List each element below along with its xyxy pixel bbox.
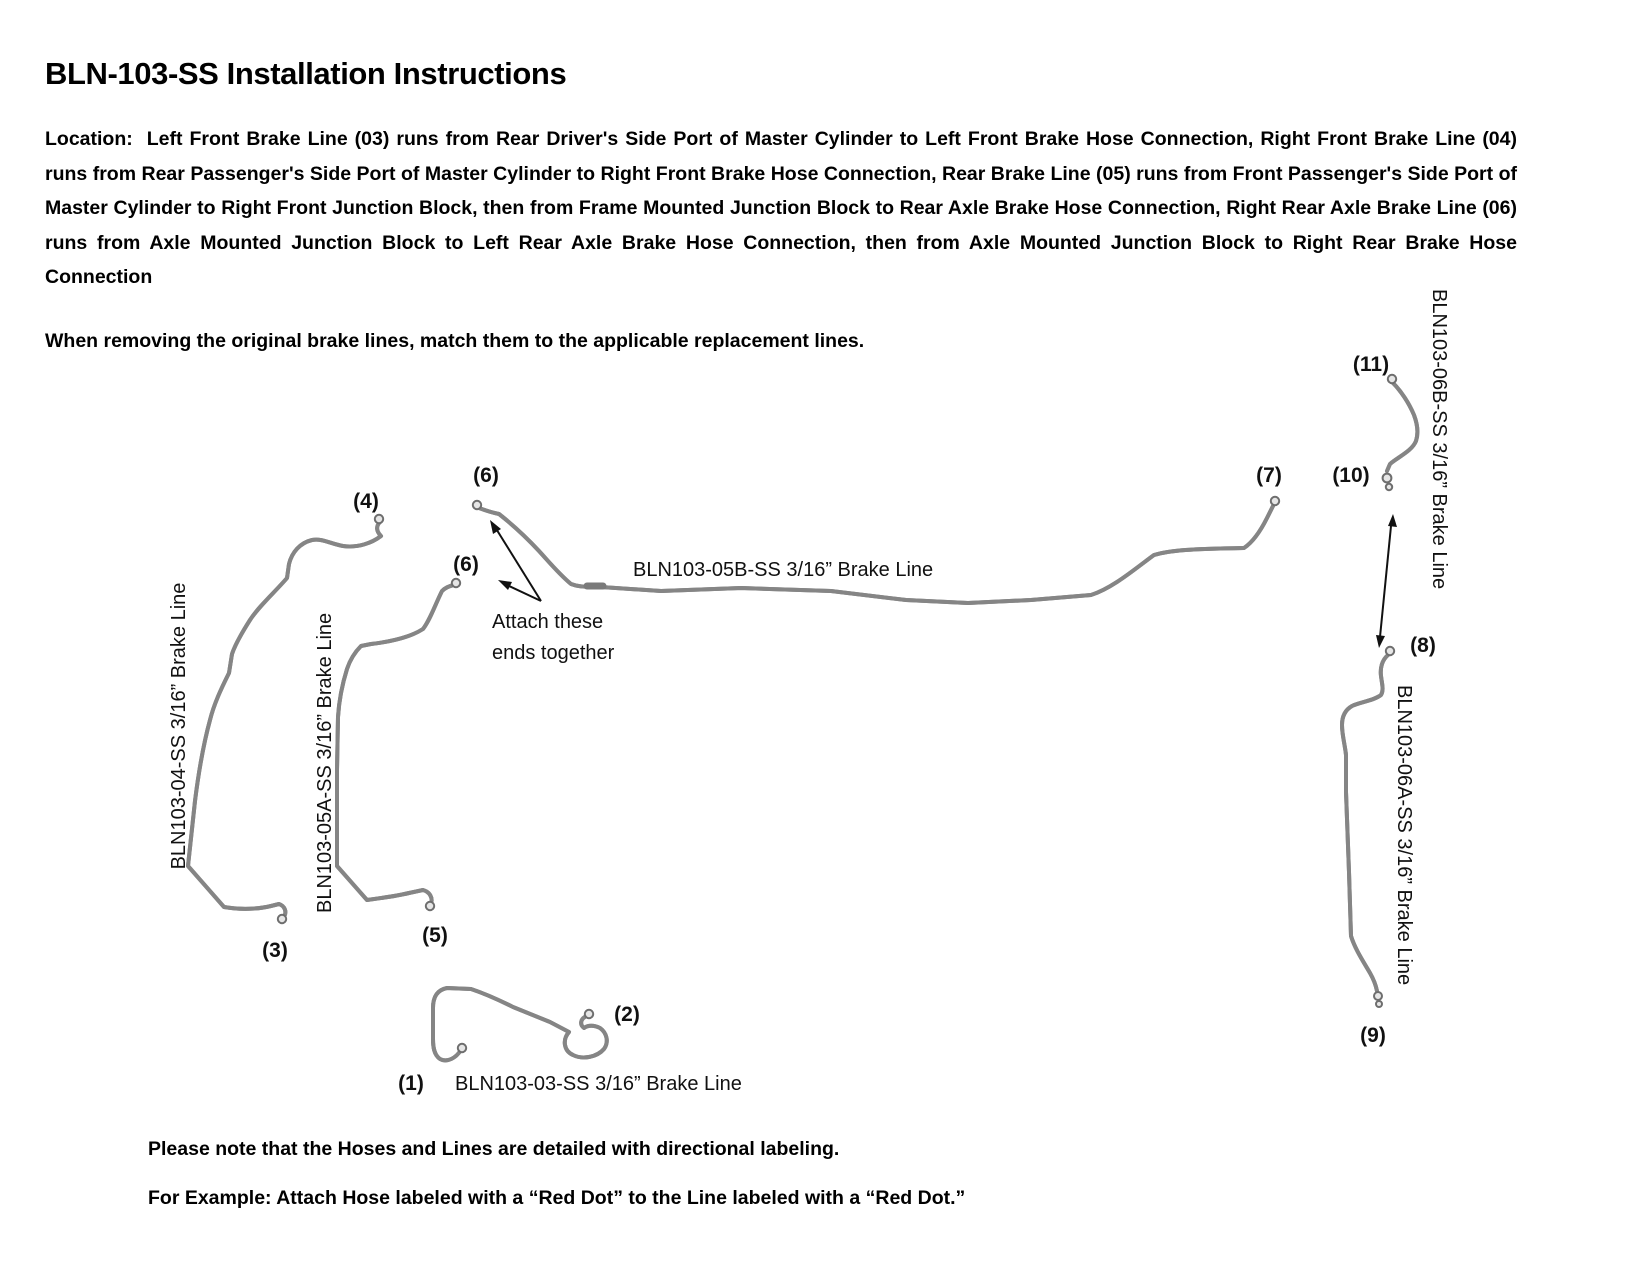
directional-labeling-note: Please note that the Hoses and Lines are detailed with directional labeling. — [148, 1138, 840, 1160]
callout-1: (1) — [398, 1072, 424, 1095]
fitting-6-upper — [473, 501, 481, 509]
double-arrow-head-bottom — [1376, 635, 1385, 648]
connect-8-10-arrow — [1376, 514, 1397, 648]
attach-arrow-lower-head — [498, 580, 512, 590]
fitting-10-collar — [1386, 484, 1392, 490]
callout-7: (7) — [1256, 464, 1282, 487]
brake-line-06a-highlight — [1342, 655, 1388, 991]
callout-6-lower: (6) — [453, 553, 479, 576]
location-paragraph: Location: Left Front Brake Line (03) runs from Rear Driver's Side Port of Master Cylinder to Left Front Brake Hose Connection, Right Front Brake Line (04) runs from Rear Passenger's Side Port of Master Cylinder to Right Front Brake Hose Connection, Rear Brake Line (05) runs from Front Passenger's Side Port of Master Cylinder to Right Front Junction Block, then from Frame Mounted Junction Block to Rear Axle Brake Hose Connection, Right Rear Axle Brake Line (06) runs from Axle Mounted Junction Block to Left Rear Axle Brake Hose Connection, then from Axle Mounted Junction Block to Right Rear Brake Hose Connection — [45, 128, 1517, 289]
brake-line-04-highlight — [188, 522, 381, 917]
fitting-10 — [1383, 474, 1392, 483]
label-bln103-06a: BLN103-06A-SS 3/16” Brake Line — [1393, 685, 1415, 986]
callout-4: (4) — [353, 490, 379, 513]
brake-line-05b-artwork — [473, 497, 1279, 603]
double-arrow-head-top — [1388, 514, 1397, 527]
fitting-6-lower — [452, 579, 460, 587]
fitting-3 — [278, 915, 286, 923]
fitting-7 — [1271, 497, 1279, 505]
callout-2: (2) — [614, 1003, 640, 1026]
brake-line-04-artwork — [188, 515, 383, 923]
brake-line-06b-highlight — [1387, 383, 1417, 471]
attach-note-line2: ends together — [492, 642, 615, 664]
example-note: For Example: Attach Hose labeled with a “Red Dot” to the Line labeled with a “Red Dot.” — [148, 1187, 966, 1209]
callout-8: (8) — [1410, 634, 1436, 657]
fitting-9 — [1374, 992, 1382, 1000]
callout-6-upper: (6) — [473, 464, 499, 487]
double-arrow-shaft — [1380, 526, 1391, 637]
brake-line-06b-artwork — [1383, 375, 1418, 490]
fitting-9-collar — [1376, 1001, 1382, 1007]
label-bln103-05a: BLN103-05A-SS 3/16” Brake Line — [314, 612, 336, 913]
callout-5: (5) — [422, 924, 448, 947]
brake-line-06a-artwork — [1342, 647, 1394, 1007]
brake-line-03-artwork — [433, 988, 607, 1060]
callout-3: (3) — [262, 939, 288, 962]
fitting-4 — [375, 515, 383, 523]
fitting-2 — [585, 1010, 593, 1018]
attach-arrow-upper-head — [490, 520, 501, 534]
callout-10: (10) — [1332, 464, 1370, 487]
label-bln103-04: BLN103-04-SS 3/16” Brake Line — [168, 582, 190, 870]
attach-arrows — [490, 520, 541, 601]
page-title: BLN-103-SS Installation Instructions — [45, 56, 567, 91]
callout-9: (9) — [1360, 1024, 1386, 1047]
attach-note-line1: Attach these — [492, 611, 604, 633]
brake-line-05a-artwork — [337, 579, 460, 910]
label-bln103-06b: BLN103-06B-SS 3/16” Brake Line — [1428, 289, 1450, 590]
brake-line-05a — [337, 585, 454, 904]
brake-line-05a-highlight — [337, 585, 454, 904]
removal-instruction: When removing the original brake lines, match them to the applicable replacement lines. — [45, 330, 865, 352]
fitting-5 — [426, 902, 434, 910]
fitting-1 — [458, 1044, 466, 1052]
callout-11: (11) — [1352, 353, 1390, 376]
label-bln103-03: BLN103-03-SS 3/16” Brake Line — [455, 1073, 742, 1095]
label-bln103-05b: BLN103-05B-SS 3/16” Brake Line — [633, 559, 934, 581]
